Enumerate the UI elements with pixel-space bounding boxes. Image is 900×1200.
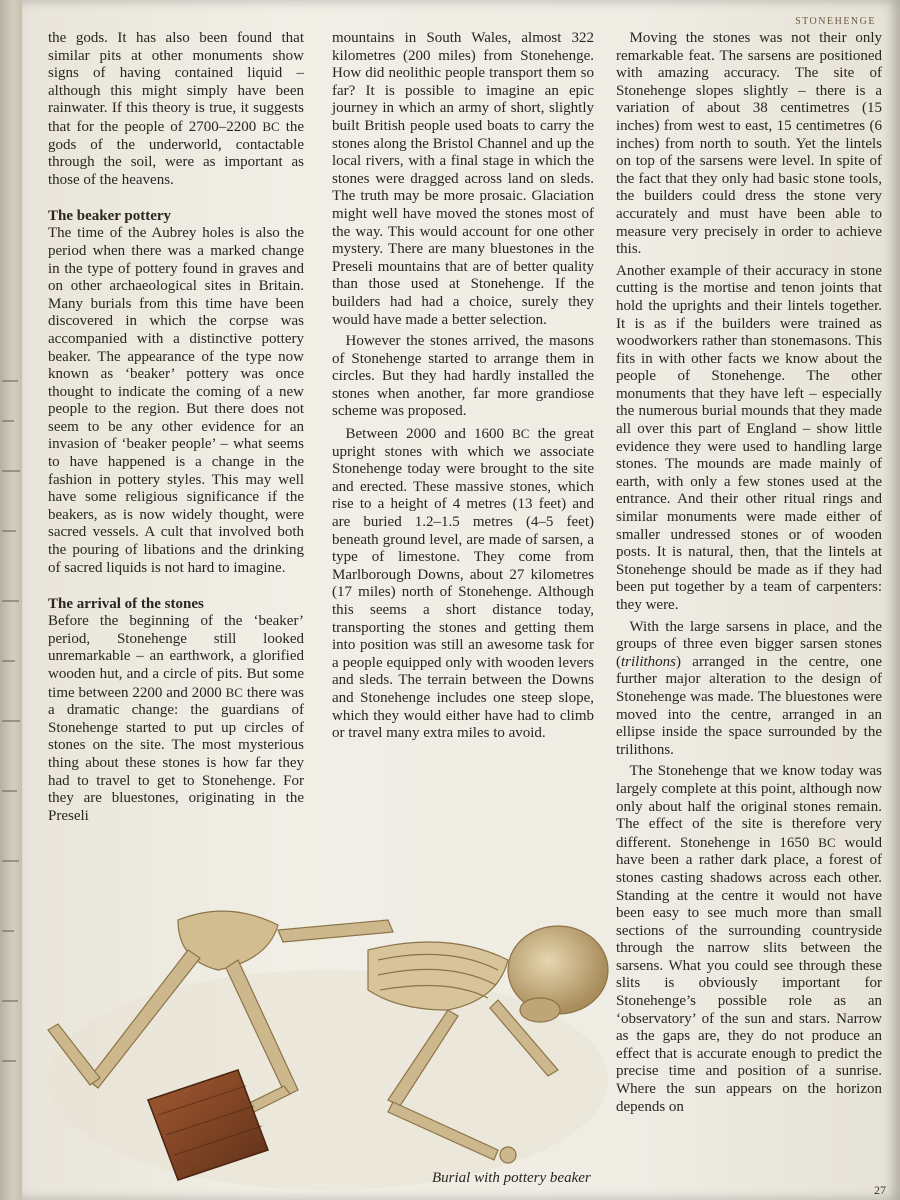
paragraph: Before the beginning of the ‘beaker’ period, Stonehenge still looked unremarkable – an earthwork, a glorified wooden hut, and a circle of pits. But some time between 2200 and 2000 BC there was a dramatic change: the guardians of Stonehenge started to put up circles of stones on the site. The most mysterious thing about these stones is how far they had to travel to get to Stonehenge. For they are bluestones, originating in the Preseli — [48, 613, 305, 824]
paragraph: the gods. It has also been found that similar pits at other monuments show signs of having contained liquid – although this might simply have been rainwater. If this theory is true, it suggests that for the people of 2700–2200 BC the gods of the underworld, contactable through the soil, were as important as those of the heavens. — [48, 30, 305, 188]
paragraph: Another example of their accuracy in stone cutting is the mortise and tenon joints that hold the uprights and their lintels together. It is as if the builders were trained as woodworkers rather than stonemasons. This fits in with other facts we know about the people of Stonehenge. The other monuments that they have left – especially the numerous burial mounds that they made all over this part of England – show little evidence they were used to handling large stones. The mounds are made mainly of earth, with only a few stones used at the entrance. And their other ritual rings and similar monuments were made either of smaller undressed stones or of wooden posts. It is natural, then, that the lintels at Stonehenge should be made as if they had been put together by a team of carpenters: they were. — [616, 262, 882, 613]
paragraph: mountains in South Wales, almost 322 kilometres (200 miles) from Stonehenge. How did neolithic people transport them so far? It is possible to imagine an epic journey in which an army of short, slightly built British people used boats to carry the stones along the Bristol Channel and up the local rivers, with a final stage in which the stones were dragged across land on sleds. The truth may be more prosaic. Glaciation might well have moved the stones most of the way. This would account for one other mystery. There are many bluestones in the Preseli mountains that are of better quality than those used at Stonehenge. If the builders had had a choice, surely they would have made a better selection. — [332, 30, 594, 328]
paragraph: Between 2000 and 1600 BC the great upright stones with which we associate Stonehenge today were brought to the site and erected. These massive stones, which rise to a height of 4 metres (13 feet) and are buried 1.2–1.5 metres (4–5 feet) beneath ground level, are made of sarsen, a type of limestone. They come from Marlborough Downs, about 27 kilometres (17 miles) north of Stonehenge. Although this seems a short distance today, transporting the stones and getting them into position was still an awesome task for a people equipped only with wooden levers and sleds. The terrain between the Downs and Stonehenge includes one steep slope, which they would either have had to climb or travel many extra miles to avoid. — [332, 426, 595, 742]
page-number: 27 — [874, 1183, 886, 1197]
running-head: STONEHENGE — [795, 16, 876, 27]
paragraph: The time of the Aubrey holes is also the period when there was a marked change in the type of pottery found in graves and on other archaeological sites in Britain. Many burials from this time have been discovered in which the corpse was accompanied with a distinctive pottery beaker. The appearance of the type now known as ‘beaker’ pottery was once thought to indicate the coming of a new people to the region. But there does not seem to be any other evidence for an invasion of ‘beaker people’ – what seems to have happened is a change in the fashion in pottery styles. This may well have some religious significance if the beakers, as is now widely thought, were sacred vessels. A cult that involved both the pouring of libations and the drinking of sacred liquids is not hard to imagine. — [48, 225, 304, 576]
figure-caption: Burial with pottery beaker — [432, 1170, 591, 1186]
adjacent-page-edge — [0, 0, 22, 1200]
skull — [508, 926, 608, 1014]
paragraph: The Stonehenge that we know today was largely complete at this point, although now only about half the original stones remain. The effect of the site is therefore very different. Stonehenge in 1650 BC would have been a rather dark place, a forest of stones casting shadows across each other. Standing at the centre it would not have been easy to see much more than small sections of the surrounding countryside through the narrow slits between the sarsens. What you could see through these slits is obviously important for Stonehenge’s possible role as an ‘observatory’ of the sun and stars. Narrow as the gaps are, they do not produce an effect that is accurate enough to predict the precise time and position of a sunrise. Where the sun appears on the horizon depends on — [616, 763, 883, 1115]
text-column-3 — [616, 30, 882, 1120]
section-heading-arrival-of-stones: The arrival of the stones — [48, 596, 204, 613]
text-column-2 — [332, 30, 594, 747]
burial-illustration — [28, 890, 618, 1200]
hand-bones — [500, 1147, 516, 1163]
spine — [278, 920, 393, 942]
paragraph: With the large sarsens in place, and the groups of three even bigger sarsen stones (trilithons) arranged in the centre, one further major alteration to the design of Stonehenge was made. The bluestones were moved into the centre, arranged in an ellipse inside the space surrounded by the trilithons. — [616, 618, 882, 758]
section-heading-beaker-pottery: The beaker pottery — [48, 208, 172, 225]
paragraph: However the stones arrived, the masons of Stonehenge started to arrange them in circles. But they had hardly installed the stones when another, far more grandiose scheme was proposed. — [332, 333, 594, 420]
text-column-1 — [48, 30, 304, 829]
paragraph: Moving the stones was not their only remarkable feat. The sarsens are positioned with amazing accuracy. The site of Stonehenge slopes slightly – there is a variation of about 38 centimetres (15 inches) from west to east, 15 centimetres (6 inches) from north to south. Yet the lintels on top of the sarsens were level. In spite of the fact that they only had basic stone tools, the builders could dress the stone very accurately and must have been able to measure very precisely in order to achieve this. — [616, 30, 882, 258]
jaw — [520, 998, 560, 1022]
